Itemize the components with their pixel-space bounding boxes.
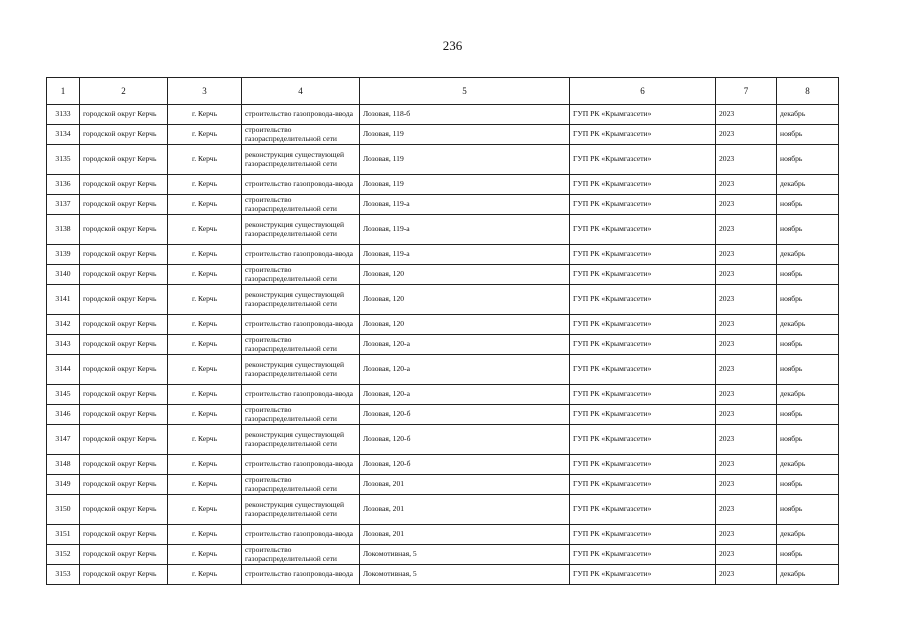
year-cell: 2023 (716, 175, 777, 195)
work-type-cell: реконструкция существующей газораспределительной сети (242, 425, 360, 455)
table-header (47, 78, 839, 105)
month-cell: декабрь (777, 525, 839, 545)
organization-cell: ГУП РК «Крымгазсети» (570, 385, 716, 405)
organization-cell: ГУП РК «Крымгазсети» (570, 545, 716, 565)
city-cell: г. Керчь (168, 125, 242, 145)
header-cell: 8 (777, 78, 839, 105)
year-cell: 2023 (716, 265, 777, 285)
city-cell: г. Керчь (168, 475, 242, 495)
district-cell: городской округ Керчь (80, 545, 168, 565)
address-cell: Лозовая, 120-б (360, 425, 570, 455)
address-cell: Лозовая, 119-а (360, 245, 570, 265)
district-cell: городской округ Керчь (80, 425, 168, 455)
work-type-cell: строительство газораспределительной сети (242, 545, 360, 565)
district-cell: городской округ Керчь (80, 245, 168, 265)
address-cell: Лозовая, 119-а (360, 195, 570, 215)
organization-cell: ГУП РК «Крымгазсети» (570, 495, 716, 525)
district-cell: городской округ Керчь (80, 315, 168, 335)
district-cell: городской округ Керчь (80, 175, 168, 195)
year-cell: 2023 (716, 385, 777, 405)
address-cell: Лозовая, 120-а (360, 385, 570, 405)
district-cell: городской округ Керчь (80, 125, 168, 145)
row-number-cell: 3142 (47, 315, 80, 335)
address-cell: Лозовая, 201 (360, 475, 570, 495)
month-cell: декабрь (777, 565, 839, 585)
registry-table (46, 77, 839, 585)
year-cell: 2023 (716, 355, 777, 385)
city-cell: г. Керчь (168, 335, 242, 355)
address-cell: Лозовая, 120 (360, 315, 570, 335)
work-type-cell: реконструкция существующей газораспределительной сети (242, 495, 360, 525)
city-cell: г. Керчь (168, 565, 242, 585)
row-number-cell: 3141 (47, 285, 80, 315)
table-row (47, 335, 839, 355)
table-row (47, 425, 839, 455)
work-type-cell: строительство газораспределительной сети (242, 125, 360, 145)
district-cell: городской округ Керчь (80, 455, 168, 475)
work-type-cell: строительство газораспределительной сети (242, 335, 360, 355)
year-cell: 2023 (716, 425, 777, 455)
table-row (47, 105, 839, 125)
work-type-cell: реконструкция существующей газораспределительной сети (242, 145, 360, 175)
address-cell: Лозовая, 118-б (360, 105, 570, 125)
table-row (47, 145, 839, 175)
city-cell: г. Керчь (168, 195, 242, 215)
year-cell: 2023 (716, 215, 777, 245)
work-type-cell: строительство газопровода-ввода (242, 315, 360, 335)
year-cell: 2023 (716, 125, 777, 145)
work-type-cell: строительство газопровода-ввода (242, 105, 360, 125)
district-cell: городской округ Керчь (80, 495, 168, 525)
month-cell: ноябрь (777, 265, 839, 285)
district-cell: городской округ Керчь (80, 475, 168, 495)
year-cell: 2023 (716, 145, 777, 175)
city-cell: г. Керчь (168, 245, 242, 265)
header-row (47, 78, 839, 105)
organization-cell: ГУП РК «Крымгазсети» (570, 105, 716, 125)
organization-cell: ГУП РК «Крымгазсети» (570, 285, 716, 315)
header-cell: 3 (168, 78, 242, 105)
month-cell: ноябрь (777, 125, 839, 145)
row-number-cell: 3134 (47, 125, 80, 145)
district-cell: городской округ Керчь (80, 565, 168, 585)
table-row (47, 265, 839, 285)
district-cell: городской округ Керчь (80, 525, 168, 545)
organization-cell: ГУП РК «Крымгазсети» (570, 475, 716, 495)
header-cell: 7 (716, 78, 777, 105)
organization-cell: ГУП РК «Крымгазсети» (570, 265, 716, 285)
city-cell: г. Керчь (168, 545, 242, 565)
month-cell: декабрь (777, 455, 839, 475)
district-cell: городской округ Керчь (80, 215, 168, 245)
month-cell: ноябрь (777, 215, 839, 245)
city-cell: г. Керчь (168, 495, 242, 525)
month-cell: ноябрь (777, 545, 839, 565)
row-number-cell: 3147 (47, 425, 80, 455)
table-row (47, 355, 839, 385)
month-cell: декабрь (777, 385, 839, 405)
year-cell: 2023 (716, 315, 777, 335)
address-cell: Лозовая, 119 (360, 175, 570, 195)
address-cell: Локомотивная, 5 (360, 565, 570, 585)
table-row (47, 195, 839, 215)
city-cell: г. Керчь (168, 525, 242, 545)
district-cell: городской округ Керчь (80, 405, 168, 425)
header-cell: 2 (80, 78, 168, 105)
table-row (47, 495, 839, 525)
work-type-cell: строительство газораспределительной сети (242, 195, 360, 215)
district-cell: городской округ Керчь (80, 105, 168, 125)
work-type-cell: реконструкция существующей газораспределительной сети (242, 215, 360, 245)
table-row (47, 245, 839, 265)
work-type-cell: строительство газораспределительной сети (242, 265, 360, 285)
month-cell: ноябрь (777, 425, 839, 455)
month-cell: ноябрь (777, 475, 839, 495)
address-cell: Локомотивная, 5 (360, 545, 570, 565)
year-cell: 2023 (716, 475, 777, 495)
year-cell: 2023 (716, 495, 777, 525)
page-number: 236 (442, 38, 463, 53)
row-number-cell: 3153 (47, 565, 80, 585)
header-cell: 4 (242, 78, 360, 105)
address-cell: Лозовая, 120-а (360, 335, 570, 355)
organization-cell: ГУП РК «Крымгазсети» (570, 195, 716, 215)
city-cell: г. Керчь (168, 175, 242, 195)
organization-cell: ГУП РК «Крымгазсети» (570, 315, 716, 335)
header-cell: 6 (570, 78, 716, 105)
work-type-cell: реконструкция существующей газораспределительной сети (242, 285, 360, 315)
row-number-cell: 3152 (47, 545, 80, 565)
city-cell: г. Керчь (168, 315, 242, 335)
address-cell: Лозовая, 201 (360, 495, 570, 525)
city-cell: г. Керчь (168, 455, 242, 475)
address-cell: Лозовая, 120 (360, 285, 570, 315)
table-row (47, 455, 839, 475)
month-cell: декабрь (777, 105, 839, 125)
organization-cell: ГУП РК «Крымгазсети» (570, 565, 716, 585)
year-cell: 2023 (716, 335, 777, 355)
work-type-cell: строительство газораспределительной сети (242, 405, 360, 425)
city-cell: г. Керчь (168, 405, 242, 425)
month-cell: ноябрь (777, 195, 839, 215)
table-row (47, 125, 839, 145)
city-cell: г. Керчь (168, 285, 242, 315)
address-cell: Лозовая, 201 (360, 525, 570, 545)
district-cell: городской округ Керчь (80, 195, 168, 215)
work-type-cell: строительство газопровода-ввода (242, 175, 360, 195)
month-cell: ноябрь (777, 405, 839, 425)
year-cell: 2023 (716, 285, 777, 315)
year-cell: 2023 (716, 195, 777, 215)
address-cell: Лозовая, 120 (360, 265, 570, 285)
year-cell: 2023 (716, 405, 777, 425)
work-type-cell: реконструкция существующей газораспределительной сети (242, 355, 360, 385)
city-cell: г. Керчь (168, 385, 242, 405)
table-row (47, 545, 839, 565)
month-cell: ноябрь (777, 495, 839, 525)
district-cell: городской округ Керчь (80, 145, 168, 175)
organization-cell: ГУП РК «Крымгазсети» (570, 245, 716, 265)
month-cell: ноябрь (777, 285, 839, 315)
organization-cell: ГУП РК «Крымгазсети» (570, 455, 716, 475)
district-cell: городской округ Керчь (80, 335, 168, 355)
work-type-cell: строительство газопровода-ввода (242, 245, 360, 265)
row-number-cell: 3145 (47, 385, 80, 405)
organization-cell: ГУП РК «Крымгазсети» (570, 525, 716, 545)
organization-cell: ГУП РК «Крымгазсети» (570, 355, 716, 385)
city-cell: г. Керчь (168, 215, 242, 245)
table-row (47, 315, 839, 335)
row-number-cell: 3136 (47, 175, 80, 195)
organization-cell: ГУП РК «Крымгазсети» (570, 425, 716, 455)
row-number-cell: 3144 (47, 355, 80, 385)
district-cell: городской округ Керчь (80, 355, 168, 385)
row-number-cell: 3133 (47, 105, 80, 125)
row-number-cell: 3139 (47, 245, 80, 265)
work-type-cell: строительство газопровода-ввода (242, 565, 360, 585)
year-cell: 2023 (716, 525, 777, 545)
address-cell: Лозовая, 120-б (360, 455, 570, 475)
year-cell: 2023 (716, 545, 777, 565)
row-number-cell: 3143 (47, 335, 80, 355)
table-row (47, 405, 839, 425)
address-cell: Лозовая, 120-б (360, 405, 570, 425)
row-number-cell: 3151 (47, 525, 80, 545)
header-cell: 1 (47, 78, 80, 105)
header-cell: 5 (360, 78, 570, 105)
table-row (47, 525, 839, 545)
district-cell: городской округ Керчь (80, 385, 168, 405)
work-type-cell: строительство газопровода-ввода (242, 385, 360, 405)
row-number-cell: 3138 (47, 215, 80, 245)
work-type-cell: строительство газопровода-ввода (242, 525, 360, 545)
city-cell: г. Керчь (168, 265, 242, 285)
district-cell: городской округ Керчь (80, 265, 168, 285)
city-cell: г. Керчь (168, 425, 242, 455)
organization-cell: ГУП РК «Крымгазсети» (570, 125, 716, 145)
year-cell: 2023 (716, 455, 777, 475)
city-cell: г. Керчь (168, 145, 242, 175)
year-cell: 2023 (716, 565, 777, 585)
work-type-cell: строительство газораспределительной сети (242, 475, 360, 495)
organization-cell: ГУП РК «Крымгазсети» (570, 405, 716, 425)
organization-cell: ГУП РК «Крымгазсети» (570, 175, 716, 195)
month-cell: декабрь (777, 175, 839, 195)
address-cell: Лозовая, 119 (360, 125, 570, 145)
month-cell: ноябрь (777, 355, 839, 385)
month-cell: декабрь (777, 315, 839, 335)
row-number-cell: 3137 (47, 195, 80, 215)
address-cell: Лозовая, 119 (360, 145, 570, 175)
row-number-cell: 3140 (47, 265, 80, 285)
month-cell: ноябрь (777, 145, 839, 175)
month-cell: ноябрь (777, 335, 839, 355)
table-row (47, 565, 839, 585)
year-cell: 2023 (716, 245, 777, 265)
year-cell: 2023 (716, 105, 777, 125)
table-row (47, 215, 839, 245)
table-body (47, 105, 839, 585)
city-cell: г. Керчь (168, 105, 242, 125)
row-number-cell: 3135 (47, 145, 80, 175)
organization-cell: ГУП РК «Крымгазсети» (570, 145, 716, 175)
month-cell: декабрь (777, 245, 839, 265)
row-number-cell: 3146 (47, 405, 80, 425)
row-number-cell: 3148 (47, 455, 80, 475)
organization-cell: ГУП РК «Крымгазсети» (570, 335, 716, 355)
table-row (47, 385, 839, 405)
organization-cell: ГУП РК «Крымгазсети» (570, 215, 716, 245)
address-cell: Лозовая, 120-а (360, 355, 570, 385)
table-row (47, 175, 839, 195)
work-type-cell: строительство газопровода-ввода (242, 455, 360, 475)
table-row (47, 285, 839, 315)
table-row (47, 475, 839, 495)
row-number-cell: 3149 (47, 475, 80, 495)
address-cell: Лозовая, 119-а (360, 215, 570, 245)
row-number-cell: 3150 (47, 495, 80, 525)
district-cell: городской округ Керчь (80, 285, 168, 315)
city-cell: г. Керчь (168, 355, 242, 385)
